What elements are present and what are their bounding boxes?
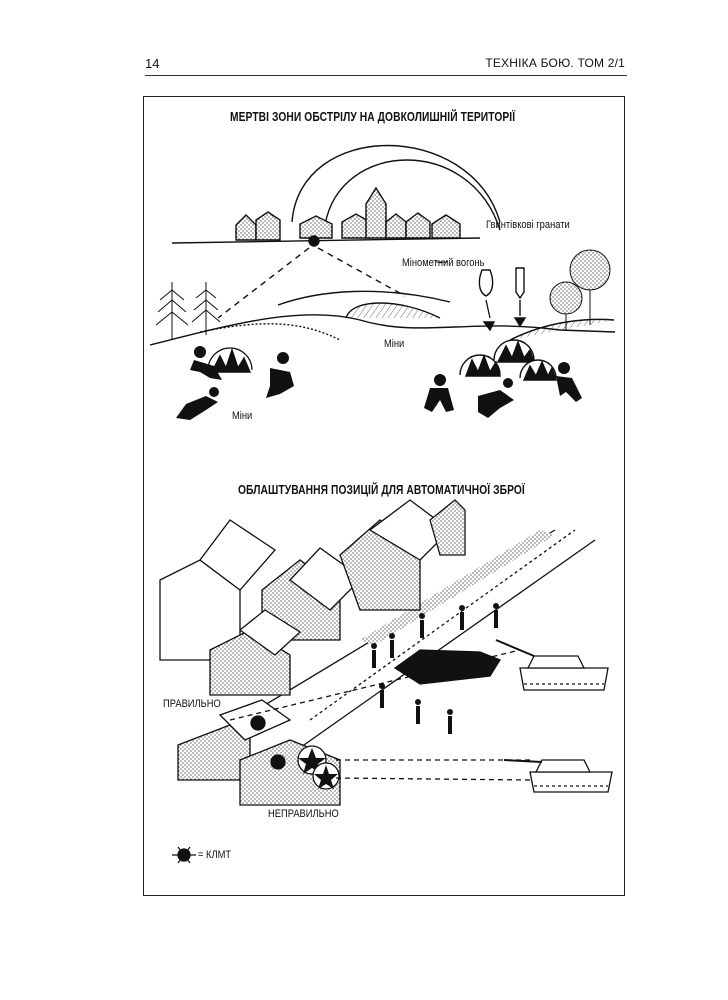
running-head: ТЕХНІКА БОЮ. ТОМ 2/1 — [485, 56, 625, 70]
trajectory-arc-1 — [292, 146, 500, 223]
soldiers-right — [424, 362, 582, 418]
hatched-patch — [346, 303, 440, 318]
atgm-legend-icon — [172, 847, 196, 863]
figure1-title: МЕРТВІ ЗОНИ ОБСТРІЛУ НА ДОВКОЛИШНІЙ ТЕРИТОРІЇ — [230, 110, 516, 124]
figure1-scene — [150, 146, 615, 421]
ground-texture — [200, 324, 340, 340]
fire-line-2 — [336, 778, 530, 780]
firing-position — [309, 236, 319, 246]
label-mines-right: Міни — [384, 338, 405, 350]
tank-bottom — [504, 760, 612, 792]
rifle-grenade — [515, 268, 525, 326]
deciduous-trees — [550, 250, 610, 330]
legend-atgm-text: = КЛМТ — [198, 849, 232, 861]
village-ground-line — [172, 238, 480, 243]
middle-hill — [278, 291, 450, 305]
label-mortar-fire: Мінометний вогонь — [402, 257, 485, 269]
fir-trees — [156, 282, 220, 340]
tank-top — [496, 640, 608, 690]
label-mines-left: Міни — [232, 410, 253, 422]
sight-line-left — [218, 248, 309, 318]
village — [236, 188, 460, 240]
page-number: 14 — [145, 56, 160, 71]
label-correct: ПРАВИЛЬНО — [163, 698, 221, 710]
label-incorrect: НЕПРАВИЛЬНО — [268, 808, 339, 820]
label-rifle-grenades: Гвинтівкові гранати — [486, 219, 570, 231]
figure2-scene — [160, 500, 612, 863]
incorrect-house — [240, 740, 340, 805]
figure2-title: ОБЛАШТУВАННЯ ПОЗИЦІЙ ДЛЯ АВТОМАТИЧНОЇ ЗБРОЇ — [238, 483, 525, 497]
sight-line-right — [318, 248, 405, 296]
mortar-shell — [479, 270, 494, 330]
explosion-right — [460, 340, 556, 380]
attack-arrow — [395, 650, 500, 684]
hatched-slope — [510, 319, 614, 340]
